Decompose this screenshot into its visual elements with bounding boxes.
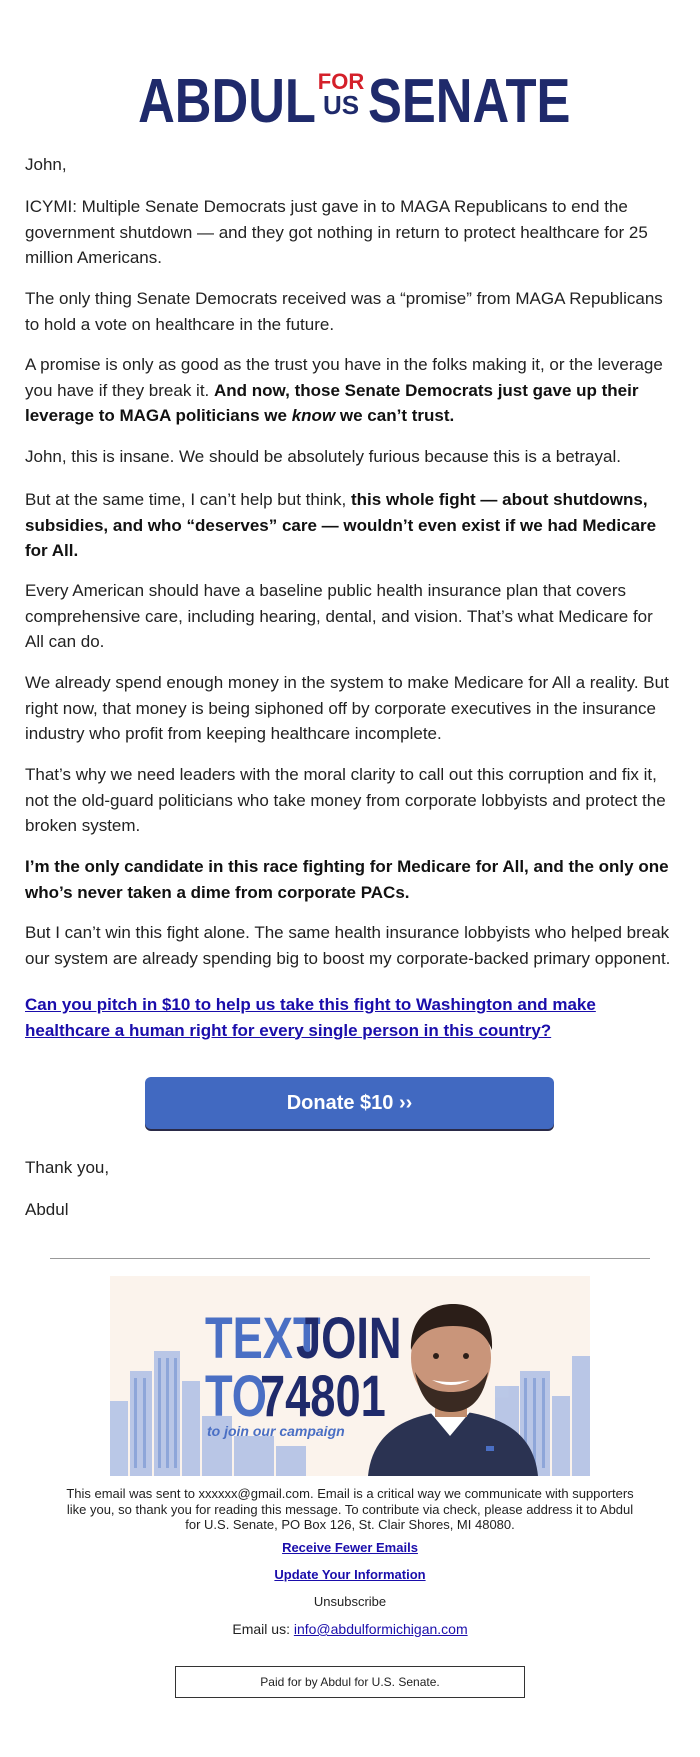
- update-info-row: [60, 1567, 640, 1583]
- email-us-label: Email us:: [232, 1621, 294, 1637]
- signoff: Thank you,: [25, 1158, 110, 1177]
- donate-link[interactable]: Can you pitch in $10 to help us take this fight to Washington and make healthcare a human right for every single person in this country?: [25, 995, 596, 1040]
- email-us-row: [60, 1622, 640, 1638]
- logo-us: US: [322, 90, 360, 120]
- logo-abdul: ABDUL: [138, 67, 316, 124]
- divider: [50, 1258, 650, 1259]
- unsubscribe-row: [60, 1594, 640, 1610]
- paragraph-4: John, this is insane. We should be absolutely furious because this is a betrayal.: [25, 447, 621, 466]
- campaign-logo: [0, 64, 700, 124]
- paragraph-3: A promise is only as good as the trust you have in the folks making it, or the leverage you have if they break it. And now, those Senate Democrats just gave up their leverage to MAGA politicians we know we can’t trust.: [25, 355, 663, 425]
- donate-button[interactable]: Donate $10 ››: [145, 1077, 554, 1129]
- banner-text-word: TEXT: [205, 1306, 321, 1372]
- paragraph-1: ICYMI: Multiple Senate Democrats just gave in to MAGA Republicans to end the government shutdown — and they got nothing in return to protect healthcare for 25 million Americans.: [25, 197, 648, 267]
- banner-join-word: JOIN: [296, 1306, 402, 1372]
- paragraph-7: We already spend enough money in the system to make Medicare for All a reality. But right now, that money is being siphoned off by corporate executives in the insurance industry who profit from keeping healthcare incomplete.: [25, 673, 669, 743]
- paragraph-9: I’m the only candidate in this race fighting for Medicare for All, and the only one who’s never taken a dime from corporate PACs.: [25, 857, 669, 902]
- banner-art: [110, 1276, 590, 1476]
- paragraph-10: But I can’t win this fight alone. The same health insurance lobbyists who helped break our system are already spending big to boost my corporate-backed primary opponent.: [25, 923, 671, 968]
- footer-notice: This email was sent to xxxxxx@gmail.com. Email is a critical way we communicate with supporters like you, so thank you for reading this message. To contribute via check, please address it to Abdul for U.S. Senate, PO Box 126, St. Clair Shores, MI 48080.: [66, 1486, 634, 1532]
- text-join-banner[interactable]: [110, 1276, 590, 1476]
- signature: Abdul: [25, 1200, 69, 1219]
- fewer-emails-row: [60, 1540, 640, 1556]
- banner-subtitle: to join our campaign: [207, 1423, 345, 1439]
- greeting: John,: [25, 155, 67, 174]
- banner-number: 74801: [260, 1364, 386, 1430]
- contact-email-link[interactable]: info@abdulformichigan.com: [293, 1621, 468, 1637]
- recipient-email: xxxxxx@gmail.com: [198, 1486, 310, 1501]
- receive-fewer-emails-link[interactable]: Receive Fewer Emails: [282, 1540, 418, 1555]
- paid-for-disclaimer: Paid for by Abdul for U.S. Senate.: [175, 1666, 525, 1698]
- logo-for: FOR: [317, 69, 365, 94]
- paragraph-5: But at the same time, I can’t help but think, this whole fight — about shutdowns, subsidies, and who “deserves” care — wouldn’t even exist if we had Medicare for All.: [25, 490, 657, 560]
- paragraph-6: Every American should have a baseline public health insurance plan that covers comprehensive care, including hearing, dental, and vision. That’s what Medicare for All can do.: [25, 581, 653, 651]
- logo-senate: SENATE: [368, 67, 571, 124]
- unsubscribe-link[interactable]: Unsubscribe: [313, 1594, 387, 1609]
- paragraph-8: That’s why we need leaders with the moral clarity to call out this corruption and fix it, not the old-guard politicians who take money from corporate lobbyists and protect the broken system.: [25, 765, 666, 835]
- paragraph-2: The only thing Senate Democrats received was a “promise” from MAGA Republicans to hold a vote on healthcare in the future.: [25, 289, 663, 334]
- banner-to-word: TO: [205, 1364, 267, 1430]
- update-information-link[interactable]: Update Your Information: [274, 1567, 426, 1582]
- cta-paragraph: [25, 992, 675, 1043]
